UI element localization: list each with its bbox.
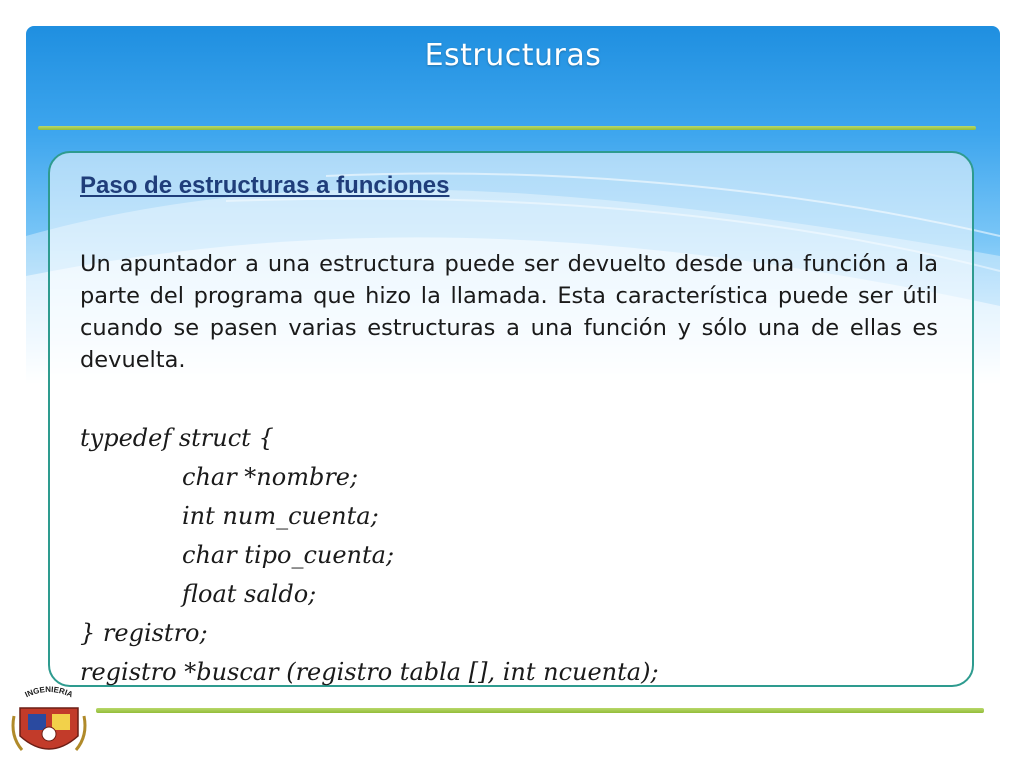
faculty-logo-icon (8, 676, 90, 766)
body-paragraph: Un apuntador a una estructura puede ser devuelto desde una función a la parte del programa que hizo la llamada. Esta característica puede ser útil cuando se pasen varias estructuras a una función y sólo una de ellas es devuelta. (80, 251, 938, 373)
svg-text:INGENIERIA: INGENIERIA (23, 684, 75, 700)
code-line-registro-close: } registro; (80, 619, 208, 647)
code-line-num-cuenta: int num_cuenta; (182, 502, 379, 530)
code-line-buscar-prototype: registro *buscar (registro tabla [], int ncuenta); (80, 658, 659, 686)
code-line-typedef: typedef struct { (80, 424, 274, 452)
code-line-nombre: char *nombre; (182, 463, 359, 491)
section-subtitle: Paso de estructuras a funciones (80, 172, 450, 199)
code-line-tipo-cuenta: char tipo_cuenta; (182, 541, 395, 569)
slide-title: Estructuras (424, 38, 602, 73)
code-line-saldo: float saldo; (182, 580, 317, 608)
bottom-divider (96, 708, 984, 713)
top-divider (38, 126, 976, 130)
